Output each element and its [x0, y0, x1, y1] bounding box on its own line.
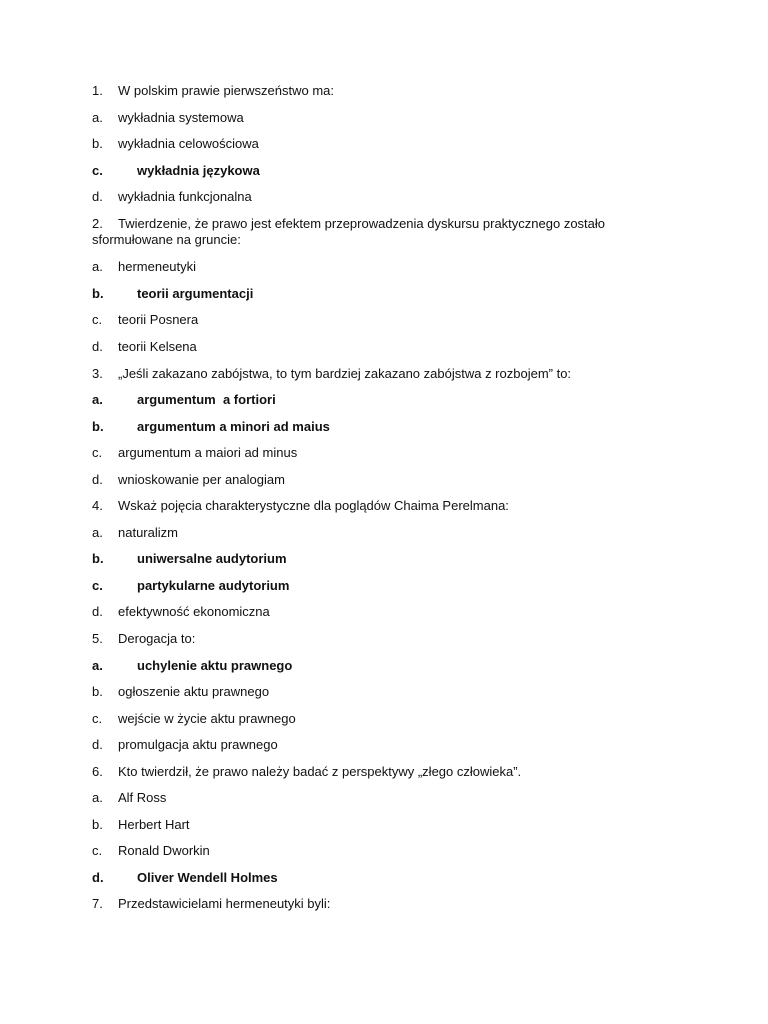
list-marker: b.: [92, 684, 103, 699]
list-marker: a.: [92, 658, 103, 673]
answer-text: teorii Kelsena: [118, 339, 197, 354]
list-marker: 7.: [92, 896, 103, 911]
list-marker: c.: [92, 163, 103, 178]
answer-text: Alf Ross: [118, 790, 167, 805]
answer-text: wykładnia funkcjonalna: [118, 189, 252, 204]
question-text: Derogacja to:: [118, 631, 196, 646]
question-text: Wskaż pojęcia charakterystyczne dla poglądów Chaima Perelmana:: [118, 498, 509, 513]
question-6: [92, 764, 652, 780]
list-marker: 4.: [92, 498, 103, 513]
list-marker: d.: [92, 604, 103, 619]
answer-text: argumentum a maiori ad minus: [118, 445, 298, 460]
answer-option-correct: [92, 551, 652, 567]
answer-option: [92, 604, 652, 620]
answer-text: Herbert Hart: [118, 817, 190, 832]
question-7: [92, 896, 652, 912]
answer-option: [92, 525, 652, 541]
list-marker: c.: [92, 711, 103, 726]
list-marker: 5.: [92, 631, 103, 646]
answer-text: argumentum a minori ad maius: [137, 419, 330, 434]
list-marker: 3.: [92, 366, 103, 381]
list-marker: a.: [92, 790, 103, 805]
answer-option: [92, 259, 652, 275]
list-marker: c.: [92, 843, 103, 858]
answer-option: [92, 136, 652, 152]
answer-text: Oliver Wendell Holmes: [137, 870, 278, 885]
answer-text: efektywność ekonomiczna: [118, 604, 270, 619]
answer-option: [92, 110, 652, 126]
answer-option-correct: [92, 578, 652, 594]
list-marker: a.: [92, 259, 103, 274]
answer-option: [92, 711, 652, 727]
answer-text: teorii Posnera: [118, 312, 199, 327]
answer-text: promulgacja aktu prawnego: [118, 737, 278, 752]
list-marker: b.: [92, 419, 104, 434]
answer-text: wykładnia systemowa: [118, 110, 244, 125]
list-marker: d.: [92, 189, 103, 204]
answer-option-correct: [92, 658, 652, 674]
list-marker: d.: [92, 870, 104, 885]
question-5: [92, 631, 652, 647]
answer-option: [92, 339, 652, 355]
list-marker: b.: [92, 286, 104, 301]
answer-option-correct: [92, 870, 652, 886]
list-marker: d.: [92, 737, 103, 752]
list-marker: b.: [92, 817, 103, 832]
answer-text: uchylenie aktu prawnego: [137, 658, 293, 673]
answer-option-correct: [92, 392, 652, 408]
list-marker: c.: [92, 578, 103, 593]
answer-text: ogłoszenie aktu prawnego: [118, 684, 270, 699]
list-marker: c.: [92, 312, 103, 327]
answer-option-correct: [92, 286, 652, 302]
answer-text: wykładnia celowościowa: [118, 136, 259, 151]
answer-text: uniwersalne audytorium: [137, 551, 287, 566]
list-marker: a.: [92, 110, 103, 125]
answer-option: [92, 472, 652, 488]
answer-text: wykładnia językowa: [137, 163, 260, 178]
answer-text: wnioskowanie per analogiam: [118, 472, 285, 487]
question-text: Kto twierdził, że prawo należy badać z perspektywy „złego człowieka”.: [118, 764, 522, 779]
question-1: [92, 83, 652, 99]
answer-option: [92, 817, 652, 833]
question-text: „Jeśli zakazano zabójstwa, to tym bardziej zakazano zabójstwa z rozbojem” to:: [118, 366, 572, 381]
list-marker: 2.: [92, 216, 103, 231]
answer-option: [92, 312, 652, 328]
list-marker: 1.: [92, 83, 103, 98]
answer-option: [92, 843, 652, 859]
list-marker: a.: [92, 525, 103, 540]
list-marker: d.: [92, 472, 103, 487]
list-marker: 6.: [92, 764, 103, 779]
answer-option: [92, 737, 652, 753]
question-2: [92, 216, 622, 248]
answer-text: hermeneutyki: [118, 259, 197, 274]
answer-text: wejście w życie aktu prawnego: [118, 711, 296, 726]
answer-option: [92, 790, 652, 806]
answer-option: [92, 189, 652, 205]
list-marker: b.: [92, 551, 104, 566]
answer-option-correct: [92, 419, 652, 435]
answer-text: teorii argumentacji: [137, 286, 254, 301]
list-marker: c.: [92, 445, 103, 460]
question-text: Przedstawicielami hermeneutyki byli:: [118, 896, 331, 911]
answer-option-correct: [92, 163, 652, 179]
list-marker: d.: [92, 339, 103, 354]
question-text: W polskim prawie pierwszeństwo ma:: [118, 83, 335, 98]
answer-text: partykularne audytorium: [137, 578, 290, 593]
question-4: [92, 498, 652, 514]
answer-text: Ronald Dworkin: [118, 843, 210, 858]
list-marker: a.: [92, 392, 103, 407]
answer-option: [92, 445, 652, 461]
question-3: [92, 366, 652, 382]
answer-text: naturalizm: [118, 525, 178, 540]
answer-text: argumentum a fortiori: [137, 392, 276, 407]
answer-option: [92, 684, 652, 700]
question-text: Twierdzenie, że prawo jest efektem przeprowadzenia dyskursu praktycznego zostało sformułowane na gruncie:: [92, 216, 606, 247]
list-marker: b.: [92, 136, 103, 151]
